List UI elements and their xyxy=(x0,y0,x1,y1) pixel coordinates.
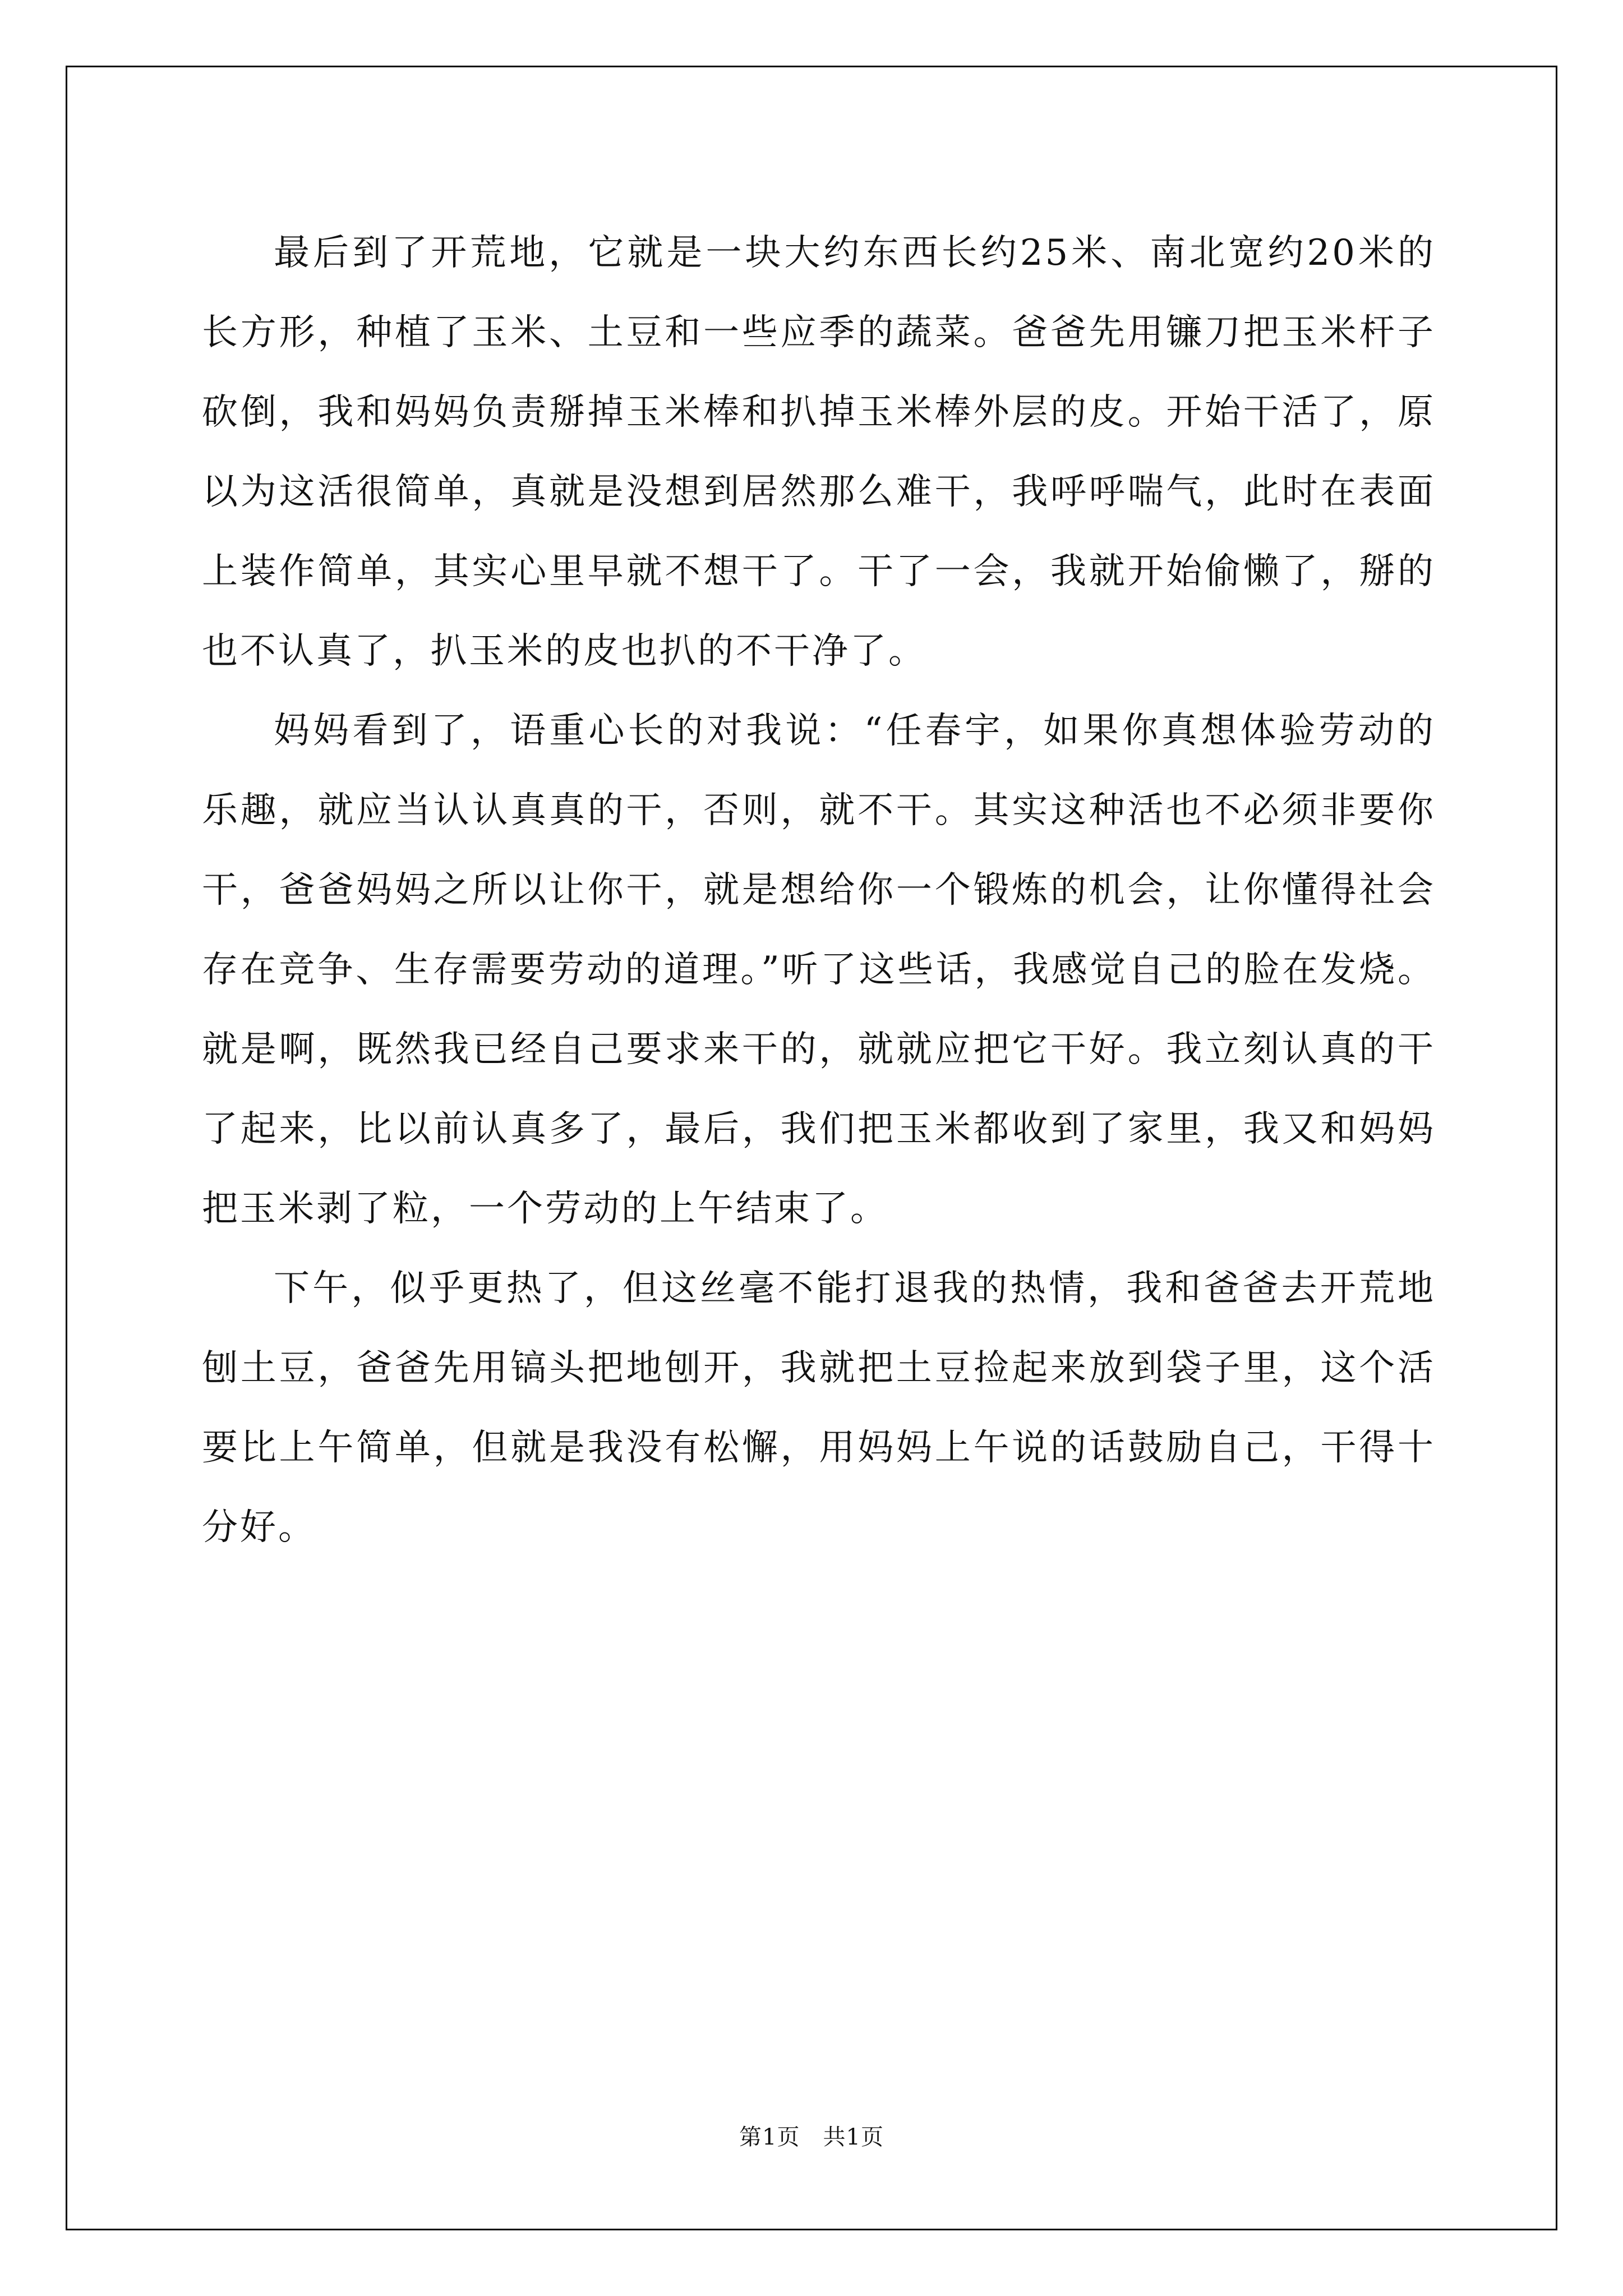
document-body xyxy=(202,213,1436,1567)
paragraph: 妈妈看到了，语重心长的对我说：“任春宇，如果你真想体验劳动的乐趣，就应当认认真真的干，否则，就不干。其实这种活也不必须非要你干，爸爸妈妈之所以让你干，就是想给你一个锻炼的机会，让你懂得社会存在竞争、生存需要劳动的道理。”听了这些话，我感觉自己的脸在发烧。就是啊，既然我已经自己要求来干的，就就应把它干好。我立刻认真的干了起来，比以前认真多了，最后，我们把玉米都收到了家里，我又和妈妈把玉米剥了粒，一个劳动的上午结束了。 xyxy=(202,710,1436,1230)
paragraph: 下午，似乎更热了，但这丝毫不能打退我的热情，我和爸爸去开荒地刨土豆，爸爸先用镐头把地刨开，我就把土豆捡起来放到袋子里，这个活要比上午简单，但就是我没有松懈，用妈妈上午说的话鼓励自己，干得十分好。 xyxy=(202,1268,1436,1548)
page-number-footer: 第1页 共1页 xyxy=(739,2124,884,2150)
paragraph: 最后到了开荒地，它就是一块大约东西长约25米、南北宽约20米的长方形，种植了玉米、土豆和一些应季的蔬菜。爸爸先用镰刀把玉米杆子砍倒，我和妈妈负责掰掉玉米棒和扒掉玉米棒外层的皮。开始干活了，原以为这活很简单，真就是没想到居然那么难干，我呼呼喘气，此时在表面上装作简单，其实心里早就不想干了。干了一会，我就开始偷懒了，掰的也不认真了，扒玉米的皮也扒的不干净了。 xyxy=(202,232,1436,672)
